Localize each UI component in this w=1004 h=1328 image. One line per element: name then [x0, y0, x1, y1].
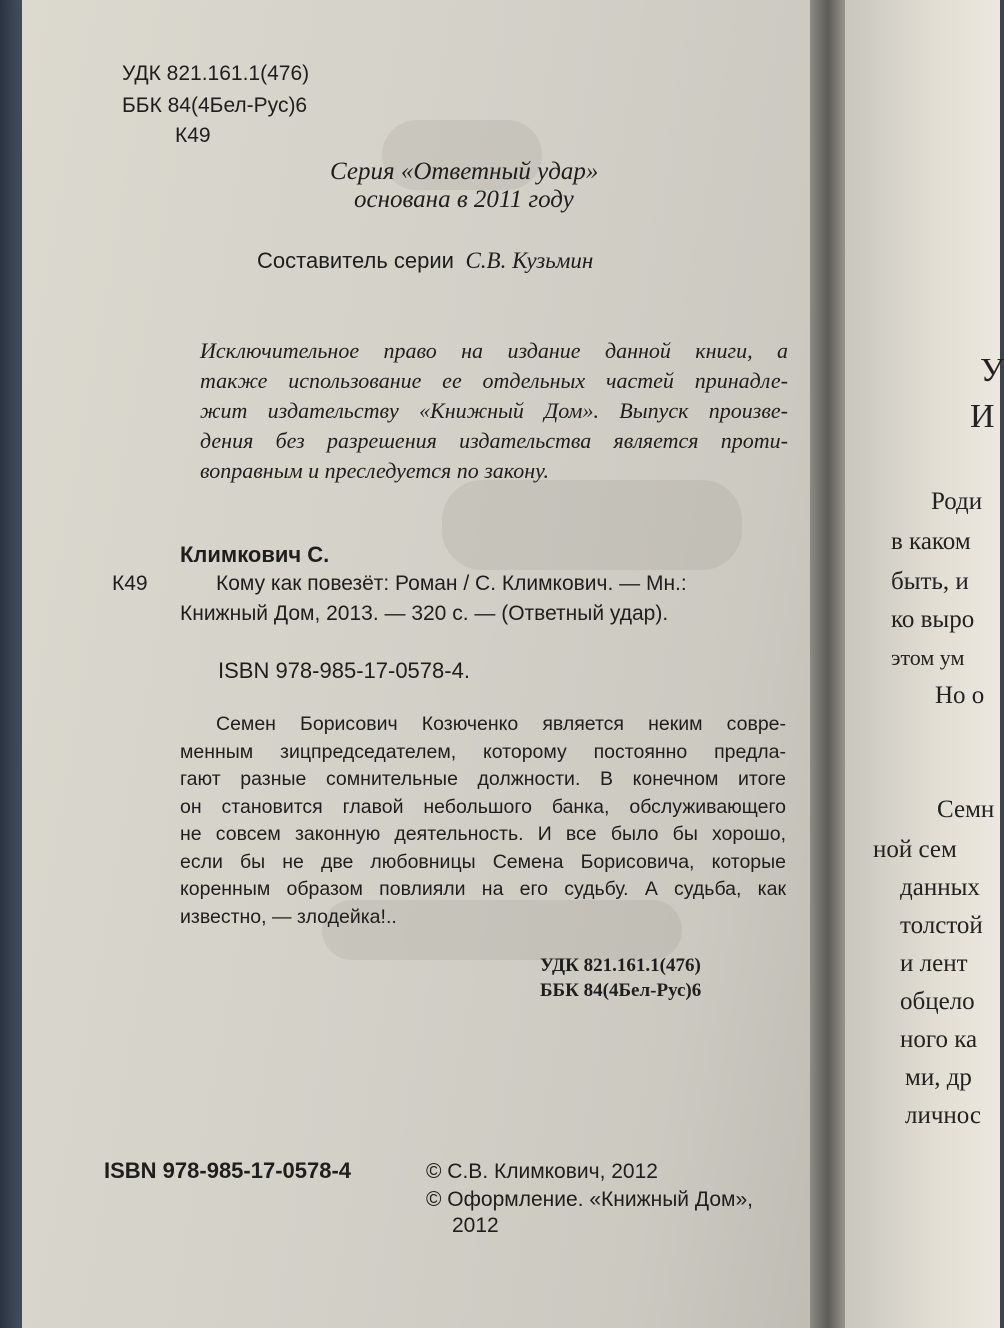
annotation-line: менным зицпредседателем, которому постоянно предла-: [180, 740, 786, 763]
compiler-name: С.В. Кузьмин: [465, 248, 594, 273]
facing-text-line: этом ум: [891, 645, 965, 670]
left-page: [22, 0, 834, 1328]
facing-heading-line: У: [980, 352, 1004, 389]
rights-notice: [200, 336, 788, 486]
annotation-line: коренным образом повлияли на его судьбу. А судьба, как: [180, 878, 786, 900]
facing-text-line: Роди: [931, 488, 983, 515]
series-title: Серия «Ответный удар»: [330, 158, 599, 185]
catalog-code: К49: [112, 572, 148, 595]
bbk-code-bottom: ББК 84(4Бел-Рус)6: [540, 980, 702, 1001]
compiler-label: Составитель серии: [257, 248, 454, 273]
facing-text-line: в каком: [891, 528, 971, 555]
rights-line: дения без разрешения издательства является проти-: [200, 428, 788, 453]
catalog-author: Климкович С.: [180, 542, 330, 567]
series-compiler: [257, 248, 593, 274]
footer-isbn: ISBN 978-985-17-0578-4: [104, 1158, 352, 1183]
facing-text-line: быть, и: [891, 568, 969, 595]
facing-text-line: ного ка: [900, 1026, 978, 1053]
bbk-code-top: ББК 84(4Бел-Рус)6: [122, 94, 308, 117]
facing-text-line: ми, др: [905, 1064, 972, 1091]
facing-page: [845, 0, 1004, 1328]
annotation-line: известно, — злодейка!..: [180, 905, 397, 928]
copyright-design-year: 2012: [452, 1214, 499, 1237]
series-founded: основана в 2011 году: [354, 186, 574, 213]
rights-line: жит издательству «Книжный Дом». Выпуск произве-: [200, 398, 788, 423]
facing-text-line: Но о: [935, 682, 985, 709]
annotation-line: если бы не две любовницы Семена Борисовича, которые: [180, 850, 786, 873]
facing-text-line: ной сем: [873, 836, 957, 863]
copyright-author: © С.В. Климкович, 2012: [426, 1160, 658, 1183]
facing-text-line: обцело: [900, 988, 975, 1015]
facing-text-line: Семн: [937, 796, 995, 823]
facing-heading-line: И: [970, 398, 995, 435]
facing-text-line: толстой: [900, 912, 983, 939]
udk-code-top: УДК 821.161.1(476): [122, 62, 310, 85]
facing-text-line: ко выро: [891, 606, 975, 633]
copyright-design: © Оформление. «Книжный Дом»,: [426, 1188, 753, 1211]
annotation-line: гают разные сомнительные должности. В конечном итоге: [180, 768, 786, 790]
catalog-isbn: ISBN 978-985-17-0578-4.: [218, 658, 470, 683]
facing-text-line: данных: [900, 874, 980, 901]
facing-text-line: и лент: [900, 950, 968, 977]
facing-text-line: личнос: [905, 1102, 982, 1129]
book-annotation: [180, 711, 786, 931]
catalog-line-2: Книжный Дом, 2013. — 320 с. — (Ответный удар).: [180, 602, 669, 625]
rights-line: также использование ее отдельных частей принадле-: [200, 368, 788, 393]
rights-line: Исключительное право на издание данной книги, а: [200, 338, 788, 363]
annotation-line: он становится главой небольшого банка, обслуживающего: [180, 795, 786, 818]
annotation-line: не совсем законную деятельность. И все было бы хорошо,: [180, 823, 786, 845]
book-gutter: [810, 0, 850, 1328]
annotation-line: Семен Борисович Козюченко является неким совре-: [216, 713, 786, 735]
udk-code-bottom: УДК 821.161.1(476): [540, 955, 701, 976]
rights-line: воправным и преследуется по закону.: [200, 458, 550, 483]
catalog-line-1: Кому как повезёт: Роман / С. Климкович. — Мн.:: [216, 572, 687, 595]
author-mark-top: К49: [175, 124, 211, 147]
show-through-shadow: [442, 480, 742, 570]
